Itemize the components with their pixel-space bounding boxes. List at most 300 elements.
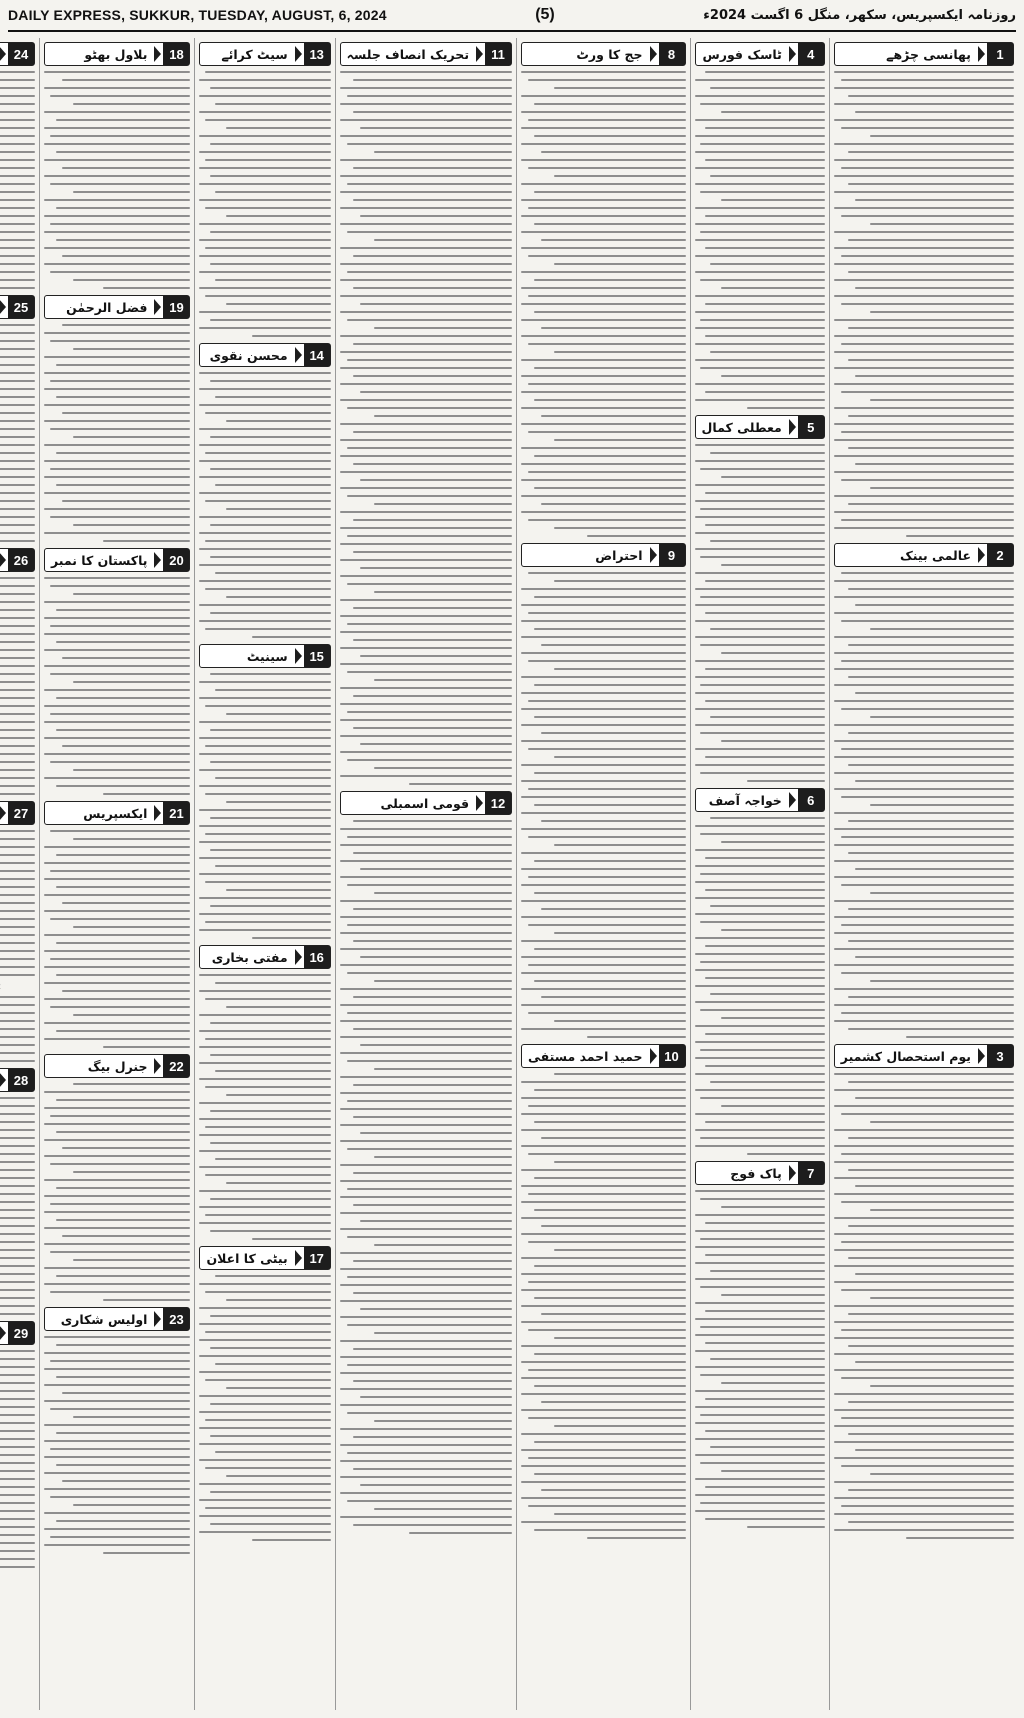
story-body-text xyxy=(199,372,330,638)
story-heading[interactable] xyxy=(44,42,190,66)
text-line xyxy=(695,1366,825,1368)
text-line xyxy=(340,1300,512,1302)
text-line xyxy=(44,910,190,912)
text-line xyxy=(521,780,686,782)
text-line xyxy=(695,985,825,987)
text-line xyxy=(56,364,191,366)
text-line xyxy=(56,1432,191,1434)
text-line xyxy=(62,79,191,81)
text-line xyxy=(374,1244,512,1246)
text-line xyxy=(0,271,35,273)
story-heading[interactable] xyxy=(199,945,330,969)
text-line xyxy=(340,71,512,73)
story-heading[interactable] xyxy=(695,1161,825,1185)
text-line xyxy=(541,503,686,505)
text-line xyxy=(205,833,331,835)
text-line xyxy=(50,870,191,872)
text-line xyxy=(700,143,825,145)
text-line xyxy=(0,1249,35,1251)
text-line xyxy=(56,1131,191,1133)
text-line xyxy=(521,1081,686,1083)
story-heading[interactable] xyxy=(340,42,512,66)
story-number: 12 xyxy=(485,792,511,814)
text-line xyxy=(870,804,1014,806)
story-body-text xyxy=(695,817,825,1155)
text-line xyxy=(62,990,191,992)
text-line xyxy=(521,495,686,497)
text-line xyxy=(340,1372,512,1374)
text-line xyxy=(62,745,191,747)
text-line xyxy=(199,825,330,827)
story-heading[interactable] xyxy=(521,543,686,567)
text-line xyxy=(695,1089,825,1091)
text-line xyxy=(521,852,686,854)
text-line xyxy=(0,207,35,209)
story-title: سینیٹ xyxy=(246,648,288,664)
text-line xyxy=(340,103,512,105)
story-heading[interactable] xyxy=(44,295,190,319)
masthead xyxy=(8,0,1016,32)
text-line xyxy=(521,676,686,678)
text-line xyxy=(695,1494,825,1496)
story-heading[interactable] xyxy=(0,295,35,319)
text-line xyxy=(205,452,331,454)
text-line xyxy=(695,1262,825,1264)
text-line xyxy=(695,676,825,678)
text-line xyxy=(73,926,190,928)
text-line xyxy=(226,713,331,715)
chevron-right-icon xyxy=(977,544,987,566)
text-line xyxy=(710,1081,825,1083)
text-line xyxy=(360,391,512,393)
text-line xyxy=(210,436,331,438)
text-line xyxy=(0,79,35,81)
text-line xyxy=(199,516,330,518)
text-line xyxy=(721,1105,825,1107)
text-line xyxy=(0,1470,35,1472)
text-line xyxy=(340,1316,512,1318)
text-line xyxy=(0,1020,35,1022)
text-line xyxy=(841,391,1014,393)
text-line xyxy=(554,1073,686,1075)
text-line xyxy=(848,503,1014,505)
text-line xyxy=(73,1504,190,1506)
text-line xyxy=(353,820,512,822)
text-line xyxy=(347,972,512,974)
text-line xyxy=(834,511,1014,513)
text-line xyxy=(554,351,686,353)
text-line xyxy=(521,1433,686,1435)
text-line xyxy=(374,767,512,769)
story-heading[interactable] xyxy=(199,343,330,367)
text-line xyxy=(210,319,331,321)
text-line xyxy=(0,1438,35,1440)
text-line xyxy=(834,1321,1014,1323)
story-heading[interactable] xyxy=(44,1054,190,1078)
story-number: 18 xyxy=(163,43,189,65)
text-line xyxy=(374,327,512,329)
text-line xyxy=(44,1352,190,1354)
text-line xyxy=(360,567,512,569)
text-line xyxy=(841,343,1014,345)
story-heading[interactable] xyxy=(834,42,1014,66)
text-line xyxy=(199,1515,330,1517)
text-line xyxy=(0,649,35,651)
text-line xyxy=(340,1164,512,1166)
text-line xyxy=(0,1446,35,1448)
text-line xyxy=(695,1454,825,1456)
story-heading[interactable] xyxy=(199,644,330,668)
text-line xyxy=(695,1438,825,1440)
text-line xyxy=(374,1332,512,1334)
text-line xyxy=(44,143,190,145)
text-line xyxy=(56,1219,191,1221)
story-heading[interactable] xyxy=(44,1307,190,1331)
text-line xyxy=(340,1228,512,1230)
text-line xyxy=(199,604,330,606)
text-line xyxy=(0,1004,35,1006)
text-line xyxy=(199,239,330,241)
text-line xyxy=(73,1083,190,1085)
text-line xyxy=(215,1070,330,1072)
story-body-text xyxy=(695,71,825,409)
text-line xyxy=(700,596,825,598)
text-line xyxy=(534,1265,685,1267)
text-line xyxy=(721,1294,825,1296)
text-line xyxy=(848,1081,1014,1083)
text-line xyxy=(347,95,512,97)
text-line xyxy=(0,239,35,241)
text-line xyxy=(44,1267,190,1269)
text-line xyxy=(50,1115,191,1117)
text-line xyxy=(521,375,686,377)
story-heading[interactable] xyxy=(695,415,825,439)
text-line xyxy=(747,780,825,782)
text-line xyxy=(340,175,512,177)
text-line xyxy=(695,1478,825,1480)
text-line xyxy=(721,564,825,566)
text-line xyxy=(50,428,191,430)
story-heading[interactable] xyxy=(0,801,35,825)
chevron-right-icon xyxy=(475,43,485,65)
text-line xyxy=(721,1206,825,1208)
text-line xyxy=(44,159,190,161)
text-line xyxy=(409,1532,512,1534)
text-line xyxy=(834,119,1014,121)
text-line xyxy=(710,1446,825,1448)
text-line xyxy=(44,1155,190,1157)
text-line xyxy=(199,913,330,915)
text-line xyxy=(834,684,1014,686)
text-line xyxy=(0,1137,35,1139)
text-line xyxy=(44,753,190,755)
text-line xyxy=(0,785,35,787)
story-body-text xyxy=(0,1350,35,1568)
text-line xyxy=(841,519,1014,521)
text-line xyxy=(521,636,686,638)
text-line xyxy=(44,1544,190,1546)
text-line xyxy=(73,348,190,350)
text-line xyxy=(103,1299,191,1301)
text-line xyxy=(215,982,330,984)
text-line xyxy=(374,1156,512,1158)
text-line xyxy=(353,287,512,289)
text-line xyxy=(0,1454,35,1456)
text-line xyxy=(721,1470,825,1472)
text-line xyxy=(340,335,512,337)
text-line xyxy=(340,948,512,950)
text-line xyxy=(521,231,686,233)
text-line xyxy=(0,1028,35,1030)
text-line xyxy=(721,111,825,113)
text-line xyxy=(205,159,331,161)
text-line xyxy=(0,484,35,486)
text-line xyxy=(0,1052,35,1054)
text-line xyxy=(834,964,1014,966)
text-line xyxy=(199,721,330,723)
text-line xyxy=(521,1497,686,1499)
text-line xyxy=(215,1451,330,1453)
text-line xyxy=(62,500,191,502)
text-line xyxy=(210,380,331,382)
text-line xyxy=(215,191,330,193)
story-heading[interactable] xyxy=(521,1044,686,1068)
text-line xyxy=(340,439,512,441)
text-line xyxy=(340,1020,512,1022)
chevron-right-icon xyxy=(649,1045,659,1067)
text-line xyxy=(73,681,190,683)
text-line xyxy=(528,788,686,790)
text-line xyxy=(834,439,1014,441)
text-line xyxy=(710,175,825,177)
story-heading[interactable] xyxy=(199,1246,330,1270)
text-line xyxy=(705,668,825,670)
text-line xyxy=(521,1185,686,1187)
chevron-right-icon xyxy=(977,1045,987,1067)
text-line xyxy=(50,183,191,185)
text-line xyxy=(848,183,1014,185)
text-line xyxy=(521,812,686,814)
text-line xyxy=(554,1020,686,1022)
text-line xyxy=(834,159,1014,161)
text-line xyxy=(0,468,35,470)
text-line xyxy=(695,295,825,297)
text-line xyxy=(534,455,685,457)
story-heading[interactable] xyxy=(0,548,35,572)
text-line xyxy=(0,697,35,699)
text-line xyxy=(56,1099,191,1101)
text-line xyxy=(705,303,825,305)
text-line xyxy=(705,1398,825,1400)
text-line xyxy=(705,612,825,614)
text-line xyxy=(0,926,35,928)
news-columns xyxy=(6,38,1018,1710)
text-line xyxy=(62,1392,191,1394)
text-line xyxy=(695,764,825,766)
story-number: 29 xyxy=(8,1322,34,1344)
news-column-7 xyxy=(0,38,39,1710)
text-line xyxy=(521,111,686,113)
text-line xyxy=(56,854,191,856)
story-heading[interactable] xyxy=(0,1068,35,1092)
story-title: قومی اسمبلی xyxy=(380,795,470,811)
text-line xyxy=(521,127,686,129)
story-body-text xyxy=(521,1073,686,1539)
chevron-right-icon xyxy=(0,1069,8,1091)
text-line xyxy=(855,868,1014,870)
text-line xyxy=(0,617,35,619)
text-line xyxy=(347,1236,512,1238)
text-line xyxy=(73,769,190,771)
chevron-right-icon xyxy=(0,1322,8,1344)
text-line xyxy=(0,1060,35,1062)
text-line xyxy=(44,1179,190,1181)
text-line xyxy=(721,1382,825,1384)
text-line xyxy=(347,836,512,838)
text-line xyxy=(834,596,1014,598)
story-heading[interactable] xyxy=(44,548,190,572)
text-line xyxy=(534,135,685,137)
story-body-text xyxy=(44,71,190,289)
text-line xyxy=(215,689,330,691)
story-heading[interactable] xyxy=(0,1321,35,1345)
story-heading[interactable] xyxy=(340,791,512,815)
story-heading[interactable] xyxy=(44,801,190,825)
text-line xyxy=(541,1225,686,1227)
story-number: 14 xyxy=(304,344,330,366)
text-line xyxy=(0,1390,35,1392)
text-line xyxy=(205,1214,331,1216)
text-line xyxy=(199,476,330,478)
text-line xyxy=(353,695,512,697)
text-line xyxy=(0,1233,35,1235)
text-line xyxy=(521,708,686,710)
text-line xyxy=(841,620,1014,622)
text-line xyxy=(705,247,825,249)
story-heading[interactable] xyxy=(834,1044,1014,1068)
text-line xyxy=(347,1452,512,1454)
text-line xyxy=(700,921,825,923)
text-line xyxy=(541,327,686,329)
text-line xyxy=(554,580,686,582)
text-line xyxy=(534,1297,685,1299)
text-line xyxy=(205,1291,331,1293)
news-column-5 xyxy=(194,38,334,1710)
story-heading[interactable] xyxy=(695,42,825,66)
text-line xyxy=(0,1121,35,1123)
text-line xyxy=(848,996,1014,998)
text-line xyxy=(855,1097,1014,1099)
text-line xyxy=(721,287,825,289)
text-line xyxy=(56,609,191,611)
text-line xyxy=(700,1009,825,1011)
text-line xyxy=(587,535,686,537)
text-line xyxy=(205,1331,331,1333)
text-line xyxy=(199,1427,330,1429)
text-line xyxy=(44,846,190,848)
text-line xyxy=(199,1443,330,1445)
text-line xyxy=(721,841,825,843)
story-number: 22 xyxy=(163,1055,189,1077)
text-line xyxy=(205,1174,331,1176)
story-title: احتراض xyxy=(595,547,643,563)
text-line xyxy=(0,1129,35,1131)
text-line xyxy=(0,769,35,771)
text-line xyxy=(695,1390,825,1392)
text-line xyxy=(340,900,512,902)
text-line xyxy=(199,1062,330,1064)
story-heading[interactable] xyxy=(521,42,686,66)
text-line xyxy=(44,508,190,510)
text-line xyxy=(848,1225,1014,1227)
text-line xyxy=(848,1169,1014,1171)
text-line xyxy=(0,356,35,358)
story-heading[interactable] xyxy=(0,42,35,66)
text-line xyxy=(521,988,686,990)
text-line xyxy=(374,239,512,241)
text-line xyxy=(210,175,331,177)
text-line xyxy=(340,615,512,617)
text-line xyxy=(848,588,1014,590)
text-line xyxy=(0,135,35,137)
text-line xyxy=(0,372,35,374)
story-heading[interactable] xyxy=(834,543,1014,567)
text-line xyxy=(521,900,686,902)
text-line xyxy=(340,1052,512,1054)
text-line xyxy=(62,1235,191,1237)
text-line xyxy=(521,1129,686,1131)
text-line xyxy=(0,1297,35,1299)
text-line xyxy=(0,1350,35,1352)
text-line xyxy=(205,705,331,707)
text-line xyxy=(44,175,190,177)
story-heading[interactable] xyxy=(695,788,825,812)
text-line xyxy=(841,1201,1014,1203)
text-line xyxy=(226,127,331,129)
text-line xyxy=(340,1492,512,1494)
text-line xyxy=(44,1400,190,1402)
text-line xyxy=(0,231,35,233)
text-line xyxy=(340,1444,512,1446)
text-line xyxy=(44,247,190,249)
text-line xyxy=(44,998,190,1000)
text-line xyxy=(521,271,686,273)
text-line xyxy=(705,1254,825,1256)
text-line xyxy=(841,1113,1014,1115)
text-line xyxy=(347,271,512,273)
text-line xyxy=(347,623,512,625)
text-line xyxy=(44,862,190,864)
text-line xyxy=(210,1523,331,1525)
page-number: (5) xyxy=(535,6,555,23)
text-line xyxy=(360,215,512,217)
text-line xyxy=(353,375,512,377)
text-line xyxy=(340,916,512,918)
text-line xyxy=(705,492,825,494)
text-line xyxy=(44,111,190,113)
text-line xyxy=(199,1134,330,1136)
text-line xyxy=(44,1107,190,1109)
text-line xyxy=(0,1430,35,1432)
text-line xyxy=(870,716,1014,718)
text-line xyxy=(56,942,191,944)
text-line xyxy=(44,532,190,534)
story-heading[interactable] xyxy=(199,42,330,66)
text-line xyxy=(695,1246,825,1248)
text-line xyxy=(695,969,825,971)
text-line xyxy=(870,311,1014,313)
text-line xyxy=(705,1033,825,1035)
